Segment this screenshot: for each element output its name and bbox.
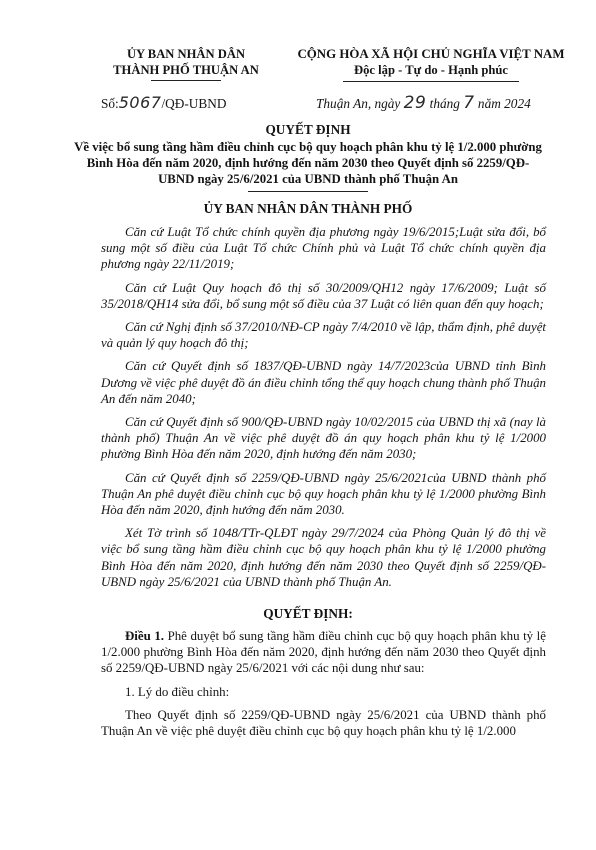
issuing-authority-line1: ỦY BAN NHÂN DÂN <box>126 47 246 61</box>
issuing-authority-line2: THÀNH PHỐ THUẬN AN <box>113 63 259 77</box>
article-1 <box>101 628 546 677</box>
issue-date <box>316 93 531 113</box>
document-subject-text: Về việc bổ sung tầng hầm điều chỉnh cục bộ quy hoạch phân khu tỷ lệ 1/2.000 phường Bình Hòa đến năm 2020, định hướng đến năm 2030 theo Quyết định số 2259/QĐ-UBND ngày 25/6/2021 của UBND thành phố Thuận An <box>74 140 542 186</box>
document-number-suffix: /QĐ-UBND <box>161 96 227 111</box>
legal-basis-item: Căn cứ Luật Quy hoạch đô thị số 30/2009/QH12 ngày 17/6/2009; Luật số 35/2018/QH14 sửa đổi, bổ sung một số điều của 37 Luật có liên quan đến quy hoạch; <box>101 280 546 311</box>
national-title: CỘNG HÒA XÃ HỘI CHỦ NGHĨA VIỆT NAM <box>297 47 565 61</box>
authority-heading: ỦY BAN NHÂN DÂN THÀNH PHỐ <box>203 201 413 216</box>
national-motto: Độc lập - Tự do - Hạnh phúc <box>354 63 508 77</box>
national-header <box>282 46 580 82</box>
legal-basis-item: Căn cứ Quyết định số 2259/QĐ-UBND ngày 25/6/2021của UBND thành phố Thuận An phê duyệt điều chỉnh cục bộ quy hoạch phân khu tỷ lệ 1/2000 phường Bình Hòa đến năm 2020, định hướng đến năm 2030. <box>101 470 546 518</box>
national-motto-underline <box>343 81 519 82</box>
document-number <box>101 93 226 112</box>
item-1-text: Theo Quyết định số 2259/QĐ-UBND ngày 25/6/2021 của UBND thành phố Thuận An về việc phê duyệt điều chỉnh cục bộ quy hoạch phân khu tỷ lệ 1/2.000 <box>101 707 546 739</box>
decision-body <box>101 628 546 746</box>
document-number-handwritten: 5067 <box>118 93 162 112</box>
legal-basis-item: Căn cứ Nghị định số 37/2010/NĐ-CP ngày 7/4/2010 về lập, thẩm định, phê duyệt và quản lý quy hoạch đô thị; <box>101 320 546 351</box>
document-subject <box>70 139 546 192</box>
issue-date-day: 29 <box>403 93 427 113</box>
legal-bases <box>101 224 546 590</box>
article-1-label: Điều 1. <box>125 629 165 643</box>
legal-basis-item: Xét Tờ trình số 1048/TTr-QLĐT ngày 29/7/2024 của Phòng Quản lý đô thị về việc bổ sung tầng hầm điều chỉnh cục bộ quy hoạch phân khu tỷ lệ 1/2000 phường Bình Hòa đến năm 2020, định hướng đến năm 2030 theo Quyết định số 2259/QĐ-UBND ngày 25/6/2021 của UBND thành phố Thuận An. <box>101 526 546 589</box>
issue-date-prefix: Thuận An, ngày <box>316 96 401 111</box>
document-title: QUYẾT ĐỊNH <box>265 122 351 137</box>
article-1-text: Phê duyệt bổ sung tầng hầm điều chỉnh cục bộ quy hoạch phân khu tỷ lệ 1/2.000 phường Bình Hòa đến năm 2020, định hướng đến năm 2030 theo Quyết định số 2259/QĐ-UBND ngày 25/6/2021 với các nội dung như sau: <box>101 629 546 676</box>
legal-basis-item: Căn cứ Quyết định số 900/QĐ-UBND ngày 10/02/2015 của UBND thị xã (nay là thành phố) Thuận An về việc phê duyệt đồ án quy hoạch phân khu tỷ lệ 1/2000 phường Bình Hòa đến năm 2020, định hướng đến năm 2030; <box>101 415 546 462</box>
decision-heading: QUYẾT ĐỊNH: <box>263 606 353 621</box>
document-subject-underline <box>248 191 368 192</box>
item-1-heading: 1. Lý do điều chỉnh: <box>125 684 230 699</box>
legal-basis-item: Căn cứ Luật Tổ chức chính quyền địa phương ngày 19/6/2015;Luật sửa đổi, bổ sung một số điều của Luật Tổ chức Chính phủ và Luật Tổ chức chính quyền địa phương ngày 22/11/2019; <box>101 225 546 272</box>
issuing-authority-header <box>70 46 302 81</box>
issuing-authority-underline <box>151 80 221 81</box>
issue-date-year: năm 2024 <box>477 96 531 111</box>
issue-date-month-label: tháng <box>429 96 460 111</box>
legal-basis-item: Căn cứ Quyết định số 1837/QĐ-UBND ngày 14/7/2023của UBND tỉnh Bình Dương về việc phê duyệt đồ án điều chỉnh tổng thể quy hoạch chung thành phố Thuận An đến năm 2040; <box>101 359 546 406</box>
document-number-prefix: Số: <box>101 96 119 111</box>
issue-date-month: 7 <box>463 93 475 113</box>
